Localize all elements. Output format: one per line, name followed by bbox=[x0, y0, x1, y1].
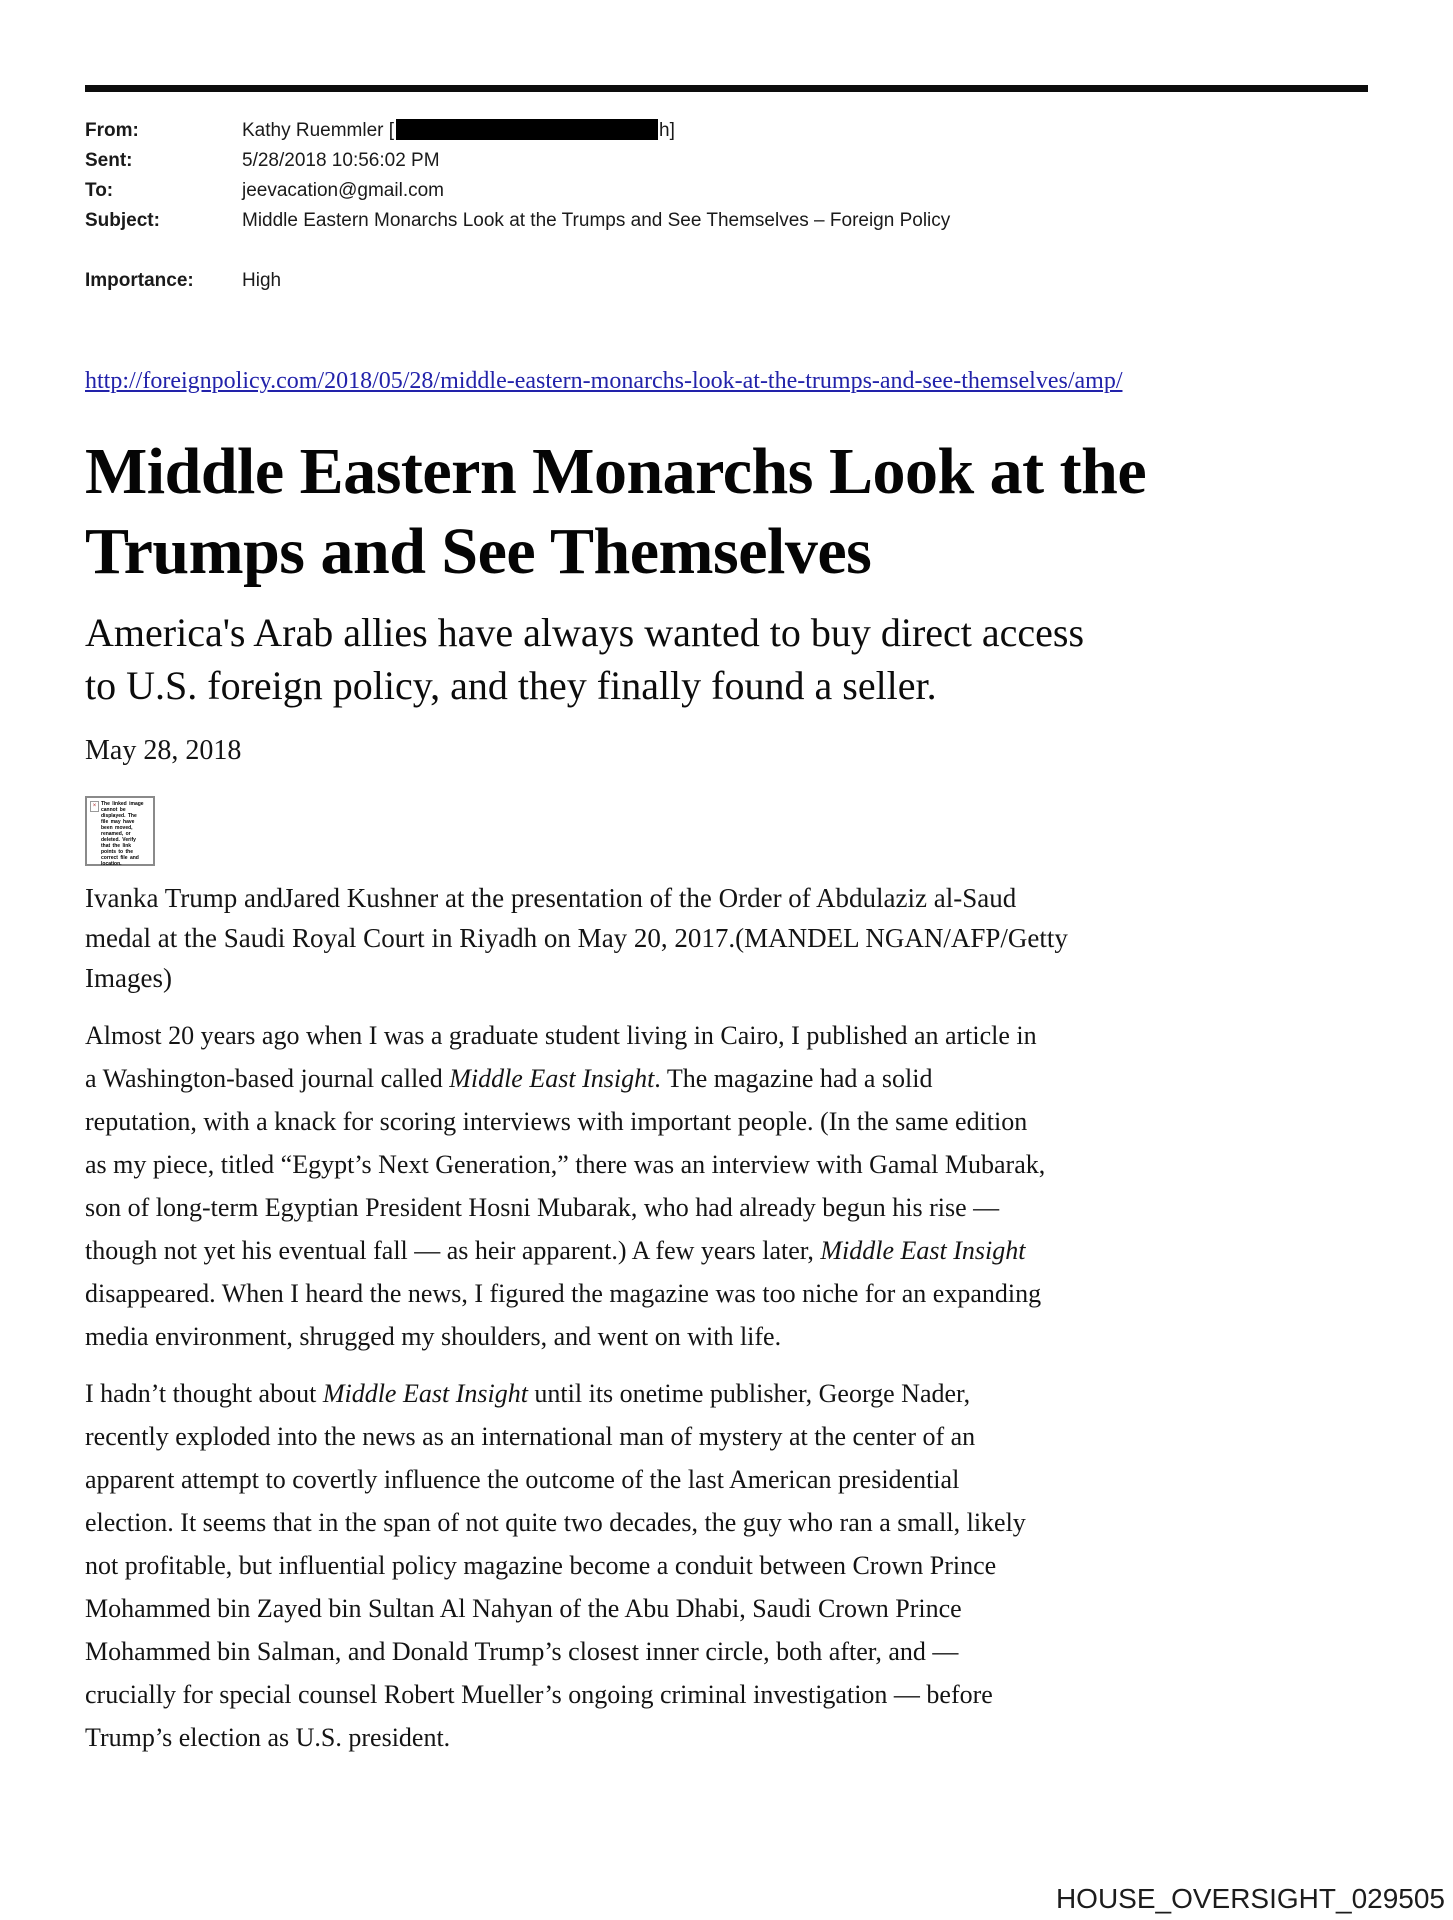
italic-text-segment: Middle East Insight bbox=[449, 1064, 655, 1093]
text-line: Mohammed bin Zayed bin Sultan Al Nahyan of the Abu Dhabi, Saudi Crown Prince bbox=[85, 1594, 962, 1623]
text-segment: I hadn’t thought about bbox=[85, 1379, 323, 1408]
text-line: Trumps and See Themselves bbox=[85, 515, 872, 588]
text-line: Almost 20 years ago when I was a graduate student living in Cairo, I published an article in bbox=[85, 1021, 1037, 1050]
broken-image-message: The linked image cannot be displayed. The file may have been moved, renamed, or deleted. Verify that the link points to the correct file and location. bbox=[101, 801, 144, 867]
text-line: Mohammed bin Salman, and Donald Trump’s closest inner circle, both after, and — bbox=[85, 1637, 959, 1666]
article-url-line bbox=[85, 366, 1453, 396]
italic-text-segment: Middle East Insight bbox=[820, 1236, 1026, 1265]
subject-label: Subject: bbox=[85, 210, 160, 231]
to-label: To: bbox=[85, 180, 114, 201]
photo-caption bbox=[85, 878, 1453, 998]
text-line: to U.S. foreign policy, and they finally found a seller. bbox=[85, 663, 937, 708]
text-line: Trump’s election as U.S. president. bbox=[85, 1723, 451, 1752]
from-label: From: bbox=[85, 120, 139, 141]
sent-label: Sent: bbox=[85, 150, 133, 171]
article-title bbox=[85, 432, 1375, 592]
text-line: Ivanka Trump andJared Kushner at the presentation of the Order of Abdulaziz al-Saud bbox=[85, 883, 1017, 913]
broken-image-icon: × bbox=[90, 801, 99, 812]
article-date: May 28, 2018 bbox=[85, 735, 242, 766]
italic-text-segment: Middle East Insight bbox=[322, 1379, 528, 1408]
text-line: not profitable, but influential policy magazine become a conduit between Crown Prince bbox=[85, 1551, 997, 1580]
text-line: son of long-term Egyptian President Hosni Mubarak, who had already begun his rise — bbox=[85, 1193, 1000, 1222]
from-sender-name: Kathy Ruemmler [ bbox=[242, 120, 395, 141]
bates-number: HOUSE_OVERSIGHT_029505 bbox=[1055, 1883, 1445, 1914]
text-line: medal at the Saudi Royal Court in Riyadh on May 20, 2017.(MANDEL NGAN/AFP/Getty bbox=[85, 923, 1068, 953]
text-line: reputation, with a knack for scoring interviews with important people. (In the same edition bbox=[85, 1107, 1028, 1136]
text-line bbox=[85, 1057, 1453, 1100]
text-line: as my piece, titled “Egypt’s Next Generation,” there was an interview with Gamal Mubarak, bbox=[85, 1150, 1046, 1179]
email-header-subject-row bbox=[85, 206, 1453, 236]
text-segment: a Washington-based journal called bbox=[85, 1064, 450, 1093]
text-line: disappeared. When I heard the news, I figured the magazine was too niche for an expanding bbox=[85, 1279, 1042, 1308]
article-body bbox=[85, 432, 1453, 1759]
redaction-bar bbox=[396, 119, 658, 140]
email-header-from-row bbox=[85, 116, 1453, 146]
article-hyperlink[interactable]: http://foreignpolicy.com/2018/05/28/middle-eastern-monarchs-look-at-the-trumps-and-see-themselves/amp/ bbox=[85, 368, 1123, 394]
text-segment: until its onetime publisher, George Nader, bbox=[527, 1379, 971, 1408]
text-line: Images) bbox=[85, 963, 172, 993]
article-paragraph-1 bbox=[85, 1014, 1453, 1358]
broken-image-placeholder bbox=[85, 796, 155, 866]
text-line: Middle Eastern Monarchs Look at the bbox=[85, 435, 1147, 508]
text-segment: . The magazine had a solid bbox=[654, 1064, 933, 1093]
importance-value: High bbox=[242, 270, 282, 291]
to-value: jeevacation@gmail.com bbox=[242, 180, 444, 201]
email-header-to-row bbox=[85, 176, 1453, 206]
article-subtitle bbox=[85, 606, 1453, 712]
text-line: crucially for special counsel Robert Mueller’s ongoing criminal investigation — before bbox=[85, 1680, 993, 1709]
from-value bbox=[242, 116, 675, 146]
text-segment: though not yet his eventual fall — as heir apparent.) A few years later, bbox=[85, 1236, 821, 1265]
text-line bbox=[85, 1229, 1453, 1272]
text-line: America's Arab allies have always wanted to buy direct access bbox=[85, 610, 1085, 655]
email-header-sent-row bbox=[85, 146, 1453, 176]
article-paragraph-2 bbox=[85, 1372, 1453, 1759]
email-header-block bbox=[85, 116, 1453, 296]
from-redacted-suffix: h] bbox=[659, 120, 675, 141]
importance-label: Importance: bbox=[85, 270, 194, 291]
sent-value: 5/28/2018 10:56:02 PM bbox=[242, 150, 440, 171]
text-line: apparent attempt to covertly influence the outcome of the last American presidential bbox=[85, 1465, 960, 1494]
email-header-importance-row bbox=[85, 266, 1453, 296]
text-line: recently exploded into the news as an international man of mystery at the center of an bbox=[85, 1422, 976, 1451]
subject-value: Middle Eastern Monarchs Look at the Trumps and See Themselves – Foreign Policy bbox=[242, 210, 951, 231]
text-line: media environment, shrugged my shoulders, and went on with life. bbox=[85, 1322, 782, 1351]
text-line bbox=[85, 1372, 1453, 1415]
text-line: election. It seems that in the span of not quite two decades, the guy who ran a small, likely bbox=[85, 1508, 1026, 1537]
header-divider-rule bbox=[85, 85, 1368, 92]
